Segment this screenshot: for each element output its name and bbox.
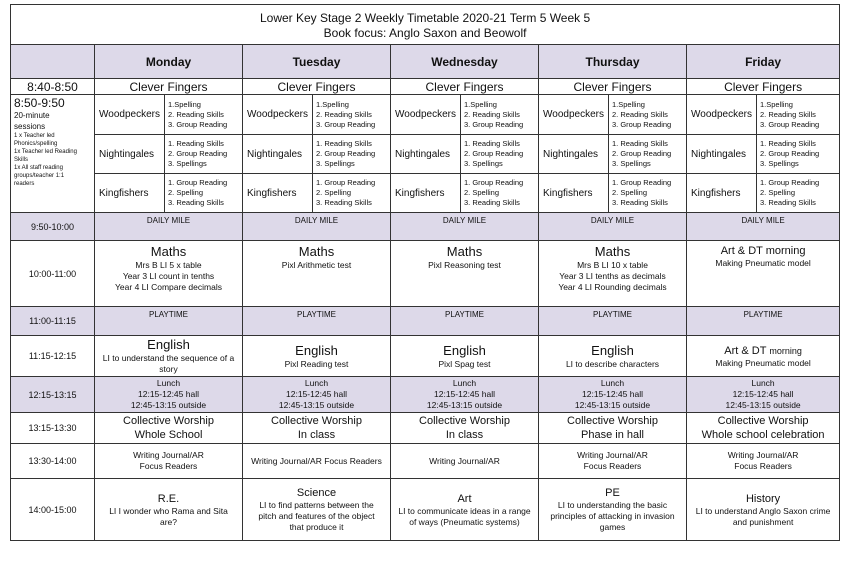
subject-detail: LI to understand Anglo Saxon crime bbox=[695, 505, 831, 516]
subject-detail: that produce it bbox=[289, 522, 344, 532]
activity-item: 1. Group Reading bbox=[464, 178, 524, 187]
group-activities bbox=[757, 174, 840, 213]
session3-cell bbox=[95, 479, 243, 541]
session-note: 1x All staff reading bbox=[14, 165, 63, 171]
worship-cell bbox=[95, 413, 243, 444]
activity-item: 3. Spellings bbox=[464, 159, 503, 168]
day-header-tuesday: Tuesday bbox=[243, 45, 391, 79]
session3-cell bbox=[391, 479, 539, 541]
subject-title bbox=[95, 337, 242, 353]
activity-item: 1. Group Reading bbox=[612, 178, 672, 187]
daily-mile-cell: DAILY MILE bbox=[243, 213, 391, 241]
group-name: Nightingales bbox=[95, 135, 165, 174]
group-activities bbox=[313, 95, 391, 135]
activity-item: 3. Reading Skills bbox=[168, 198, 224, 207]
activity-item: 1.Spelling bbox=[464, 99, 497, 109]
time-cell: 14:00-15:00 bbox=[11, 479, 95, 541]
activity-item: 3. Reading Skills bbox=[760, 198, 816, 207]
subject-detail: Mrs B LI 5 x table bbox=[135, 260, 202, 270]
group-activities bbox=[757, 95, 840, 135]
activity-item: 3. Reading Skills bbox=[464, 198, 520, 207]
group-name: Nightingales bbox=[539, 135, 609, 174]
activity-item: 1. Reading Skills bbox=[168, 139, 224, 148]
activity-item: 2. Reading Skills bbox=[168, 109, 224, 119]
writing-line: Focus Readers bbox=[583, 461, 642, 471]
lunch-line: Lunch bbox=[600, 378, 625, 388]
subject-title bbox=[243, 343, 390, 359]
lunch-cell bbox=[391, 377, 539, 413]
writing-cell bbox=[95, 444, 243, 479]
session2-cell bbox=[687, 336, 840, 377]
subject-title: Maths bbox=[150, 244, 187, 259]
activity-item: 1.Spelling bbox=[316, 99, 349, 109]
writing-line: Writing Journal/AR bbox=[429, 455, 500, 466]
worship-line: Collective Worship bbox=[123, 415, 214, 427]
subject-name: English bbox=[147, 337, 190, 352]
lunch-line: Lunch bbox=[156, 378, 181, 388]
activity-item: 1. Reading Skills bbox=[464, 139, 520, 148]
subject-detail: LI to understanding the basic bbox=[557, 500, 668, 510]
lunch-line: 12:45-13:15 outside bbox=[278, 400, 355, 410]
group-name: Kingfishers bbox=[539, 174, 609, 213]
group-name: Woodpeckers bbox=[95, 95, 165, 135]
worship-cell bbox=[687, 413, 840, 444]
subject-detail: of ways (Pneumatic systems) bbox=[409, 516, 520, 527]
group-activities bbox=[609, 95, 687, 135]
writing-line: Writing Journal/AR Focus Readers bbox=[251, 455, 382, 466]
activity-item: 2. Spelling bbox=[760, 188, 796, 197]
activity-item: 2. Spelling bbox=[316, 188, 352, 197]
worship-cell bbox=[539, 413, 687, 444]
daily-mile-cell: DAILY MILE bbox=[391, 213, 539, 241]
day-header-wednesday: Wednesday bbox=[391, 45, 539, 79]
lunch-line: 12:15-12:45 hall bbox=[434, 389, 495, 399]
time-cell: 8:40-8:50 bbox=[11, 79, 95, 95]
time-cell: 12:15-13:15 bbox=[11, 377, 95, 413]
activity-item: 2. Group Reading bbox=[760, 149, 820, 158]
subject-title: Maths bbox=[298, 244, 335, 259]
worship-line: Collective Worship bbox=[717, 415, 809, 427]
book-focus: Book focus: Anglo Saxon and Beowolf bbox=[323, 25, 527, 40]
writing-cell bbox=[243, 444, 391, 479]
group-activities bbox=[165, 135, 243, 174]
session-note: Skills bbox=[14, 157, 29, 163]
worship-cell bbox=[243, 413, 391, 444]
lunch-line: 12:45-13:15 outside bbox=[426, 400, 503, 410]
lunch-cell bbox=[243, 377, 391, 413]
worship-line: In class bbox=[445, 429, 484, 441]
session1-cell bbox=[391, 241, 539, 307]
subject-detail: story bbox=[159, 364, 178, 374]
subject-title: PE bbox=[605, 487, 620, 499]
activity-item: 3. Spellings bbox=[612, 159, 651, 168]
subject-detail: Pixl Reading test bbox=[284, 358, 349, 369]
activity-item: 3. Spellings bbox=[760, 159, 799, 168]
writing-cell bbox=[687, 444, 840, 479]
activity-item: 2. Group Reading bbox=[316, 149, 376, 158]
session-note: 1 x Teacher led bbox=[14, 133, 55, 139]
writing-line: Writing Journal/AR bbox=[133, 450, 204, 460]
writing-line: Focus Readers bbox=[734, 461, 792, 471]
activity-item: 3. Spellings bbox=[316, 159, 355, 168]
lunch-cell bbox=[687, 377, 840, 413]
activity-item: 3. Group Reading bbox=[612, 119, 672, 129]
subject-title: Maths bbox=[446, 244, 483, 259]
activity-item: 1. Group Reading bbox=[168, 178, 228, 187]
lunch-cell bbox=[539, 377, 687, 413]
daily-mile-cell: DAILY MILE bbox=[95, 213, 243, 241]
subject-detail: Mrs B LI 10 x table bbox=[577, 260, 648, 270]
group-activities bbox=[757, 135, 840, 174]
clever-fingers-cell: Clever Fingers bbox=[687, 79, 840, 95]
subject-title: Maths bbox=[594, 244, 631, 259]
group-row bbox=[11, 174, 840, 213]
worship-row bbox=[11, 413, 840, 444]
activity-item: 1.Spelling bbox=[760, 99, 793, 109]
worship-line: Collective Worship bbox=[567, 415, 658, 427]
session3-row bbox=[11, 479, 840, 541]
group-activities bbox=[313, 174, 391, 213]
activity-item: 3. Group Reading bbox=[760, 119, 820, 129]
activity-item: 2. Group Reading bbox=[464, 149, 524, 158]
session2-cell bbox=[539, 336, 687, 377]
activity-item: 3. Reading Skills bbox=[612, 198, 668, 207]
lunch-line: 12:15-12:45 hall bbox=[138, 389, 199, 399]
session-note: Phonics/spelling bbox=[14, 141, 58, 147]
worship-line: Whole school celebration bbox=[701, 429, 825, 441]
subject-detail: LI to describe characters bbox=[565, 358, 660, 369]
subject-name: English bbox=[295, 342, 338, 358]
session3-cell bbox=[539, 479, 687, 541]
subject-name: English bbox=[591, 342, 634, 358]
group-name: Kingfishers bbox=[95, 174, 165, 213]
group-name: Woodpeckers bbox=[243, 95, 313, 135]
activity-item: 3. Group Reading bbox=[316, 119, 376, 129]
clever-fingers-cell: Clever Fingers bbox=[391, 79, 539, 95]
time-cell: 11:15-12:15 bbox=[11, 336, 95, 377]
session1-cell bbox=[95, 241, 243, 307]
lunch-line: Lunch bbox=[751, 378, 775, 388]
group-activities bbox=[165, 174, 243, 213]
group-activities bbox=[313, 135, 391, 174]
activity-item: 3. Reading Skills bbox=[316, 198, 372, 207]
corner-cell bbox=[11, 45, 95, 79]
activity-item: 2. Reading Skills bbox=[464, 109, 520, 119]
session1-cell bbox=[539, 241, 687, 307]
subject-detail: LI to communicate ideas in a range bbox=[398, 505, 531, 516]
session2-cell bbox=[243, 336, 391, 377]
subject-detail: Pixl Arithmetic test bbox=[281, 260, 352, 270]
writing-line: Writing Journal/AR bbox=[727, 450, 799, 460]
playtime-cell: PLAYTIME bbox=[539, 307, 687, 336]
worship-line: Whole School bbox=[134, 429, 203, 441]
session3-cell bbox=[243, 479, 391, 541]
activity-item: 3. Group Reading bbox=[464, 119, 524, 129]
subject-title: Art & DT morning bbox=[720, 245, 806, 257]
subject-detail: Pixl Reasoning test bbox=[428, 260, 501, 270]
writing-cell bbox=[391, 444, 539, 479]
writing-row bbox=[11, 444, 840, 479]
group-name: Kingfishers bbox=[243, 174, 313, 213]
subject-title: Science bbox=[296, 487, 337, 499]
timetable-grid bbox=[10, 4, 840, 541]
subject-suffix: morning bbox=[769, 345, 802, 356]
lunch-line: 12:15-12:45 hall bbox=[732, 389, 794, 399]
playtime-cell: PLAYTIME bbox=[687, 307, 840, 336]
group-row bbox=[11, 135, 840, 174]
group-activities bbox=[461, 174, 539, 213]
group-activities bbox=[461, 135, 539, 174]
playtime-cell: PLAYTIME bbox=[95, 307, 243, 336]
activity-item: 2. Spelling bbox=[464, 188, 500, 197]
worship-cell bbox=[391, 413, 539, 444]
lunch-line: 12:45-13:15 outside bbox=[574, 400, 651, 410]
lunch-line: 12:45-13:15 outside bbox=[130, 400, 207, 410]
subject-detail: LI I wonder who Rama and Sita bbox=[109, 505, 228, 516]
activity-item: 1. Reading Skills bbox=[760, 139, 816, 148]
session2-cell bbox=[95, 336, 243, 377]
group-name: Nightingales bbox=[391, 135, 461, 174]
worship-line: Collective Worship bbox=[271, 415, 362, 427]
title-line-1: Lower Key Stage 2 Weekly Timetable 2020-21 Term 5 Week 5 bbox=[259, 10, 591, 25]
lunch-line: Lunch bbox=[304, 378, 329, 388]
timetable bbox=[10, 4, 839, 541]
session-note: 1x Teacher led Reading bbox=[14, 149, 77, 155]
session3-cell bbox=[687, 479, 840, 541]
subject-title bbox=[391, 343, 538, 359]
subject-detail: Making Pneumatic model bbox=[715, 258, 811, 268]
group-name: Woodpeckers bbox=[539, 95, 609, 135]
group-name: Nightingales bbox=[687, 135, 757, 174]
activity-item: 2. Reading Skills bbox=[760, 109, 816, 119]
activity-item: 2. Reading Skills bbox=[612, 109, 668, 119]
lunch-line: 12:15-12:45 hall bbox=[286, 389, 347, 399]
group-row bbox=[11, 95, 840, 135]
subject-title: Art bbox=[457, 492, 472, 505]
activity-item: 1. Reading Skills bbox=[316, 139, 372, 148]
time-cell: 9:50-10:00 bbox=[11, 213, 95, 241]
daily-mile-row bbox=[11, 213, 840, 241]
group-activities bbox=[165, 95, 243, 135]
session-note: groups/teacher 1:1 bbox=[14, 173, 65, 179]
group-name: Nightingales bbox=[243, 135, 313, 174]
subject-detail: pitch and features of the object bbox=[258, 511, 375, 521]
subject-detail: Pixl Spag test bbox=[438, 358, 491, 369]
clever-fingers-cell: Clever Fingers bbox=[243, 79, 391, 95]
session1-row bbox=[11, 241, 840, 307]
lunch-line: 12:45-13:15 outside bbox=[725, 400, 801, 410]
lunch-cell bbox=[95, 377, 243, 413]
time-cell: 10:00-11:00 bbox=[11, 241, 95, 307]
worship-line: Collective Worship bbox=[419, 415, 510, 427]
subject-title bbox=[687, 344, 839, 358]
time-cell: 11:00-11:15 bbox=[11, 307, 95, 336]
group-activities bbox=[609, 174, 687, 213]
subject-detail: principles of attacking in invasion bbox=[550, 511, 675, 521]
group-name: Woodpeckers bbox=[391, 95, 461, 135]
activity-item: 3. Spellings bbox=[168, 159, 207, 168]
activity-item: 1.Spelling bbox=[168, 99, 201, 109]
subject-title: History bbox=[745, 492, 781, 505]
session1-cell bbox=[687, 241, 840, 307]
early-session-time-cell bbox=[11, 95, 95, 213]
daily-mile-cell: DAILY MILE bbox=[687, 213, 840, 241]
time-cell: 13:15-13:30 bbox=[11, 413, 95, 444]
time-cell: 13:30-14:00 bbox=[11, 444, 95, 479]
subject-detail: games bbox=[599, 522, 626, 532]
lunch-line: Lunch bbox=[452, 378, 477, 388]
activity-item: 1.Spelling bbox=[612, 99, 645, 109]
session-note: readers bbox=[14, 181, 35, 187]
subject-detail: Making Pneumatic model bbox=[715, 357, 811, 368]
daily-mile-cell: DAILY MILE bbox=[539, 213, 687, 241]
session-notes bbox=[14, 132, 91, 188]
activity-item: 2. Spelling bbox=[168, 188, 204, 197]
clever-fingers-row bbox=[11, 79, 840, 95]
subject-detail: and punishment bbox=[732, 516, 794, 527]
lunch-line: 12:15-12:45 hall bbox=[582, 389, 643, 399]
group-name: Kingfishers bbox=[687, 174, 757, 213]
subject-detail: Year 4 LI Rounding decimals bbox=[558, 282, 667, 292]
clever-fingers-cell: Clever Fingers bbox=[539, 79, 687, 95]
subject-detail: Year 3 LI count in tenths bbox=[122, 271, 215, 281]
worship-line: In class bbox=[297, 429, 336, 441]
time-label: 8:50-9:50 bbox=[14, 96, 65, 110]
activity-item: 1. Group Reading bbox=[316, 178, 376, 187]
day-header-row bbox=[11, 45, 840, 79]
writing-cell bbox=[539, 444, 687, 479]
subject-detail: Year 4 LI Compare decimals bbox=[115, 282, 222, 292]
timetable-title bbox=[11, 5, 840, 45]
subject-detail: Year 3 LI tenths as decimals bbox=[559, 271, 666, 281]
group-name: Woodpeckers bbox=[687, 95, 757, 135]
subject-name: Art & DT bbox=[724, 344, 767, 357]
day-header-monday: Monday bbox=[95, 45, 243, 79]
session2-cell bbox=[391, 336, 539, 377]
subject-detail: are? bbox=[159, 516, 177, 527]
subject-detail: LI to understand the sequence of a bbox=[102, 353, 235, 363]
activity-item: 2. Spelling bbox=[612, 188, 648, 197]
writing-line: Focus Readers bbox=[139, 461, 198, 471]
clever-fingers-cell: Clever Fingers bbox=[95, 79, 243, 95]
session-length-unit: sessions bbox=[14, 122, 46, 131]
playtime-row bbox=[11, 307, 840, 336]
day-header-thursday: Thursday bbox=[539, 45, 687, 79]
subject-detail: LI to find patterns between the bbox=[259, 500, 374, 510]
group-activities bbox=[461, 95, 539, 135]
activity-item: 1. Group Reading bbox=[760, 178, 820, 187]
session1-cell bbox=[243, 241, 391, 307]
group-name: Kingfishers bbox=[391, 174, 461, 213]
activity-item: 2. Group Reading bbox=[612, 149, 672, 158]
activity-item: 3. Group Reading bbox=[168, 119, 228, 129]
playtime-cell: PLAYTIME bbox=[391, 307, 539, 336]
writing-line: Writing Journal/AR bbox=[577, 450, 648, 460]
day-header-friday: Friday bbox=[687, 45, 840, 79]
activity-item: 2. Group Reading bbox=[168, 149, 228, 158]
activity-item: 1. Reading Skills bbox=[612, 139, 668, 148]
session-length: 20-minute bbox=[14, 111, 50, 120]
group-activities bbox=[609, 135, 687, 174]
playtime-cell: PLAYTIME bbox=[243, 307, 391, 336]
worship-line: Phase in hall bbox=[581, 429, 644, 441]
lunch-row bbox=[11, 377, 840, 413]
subject-name: English bbox=[443, 342, 486, 358]
activity-item: 2. Reading Skills bbox=[316, 109, 372, 119]
subject-title bbox=[539, 343, 686, 359]
subject-title: R.E. bbox=[157, 492, 180, 505]
session2-row bbox=[11, 336, 840, 377]
